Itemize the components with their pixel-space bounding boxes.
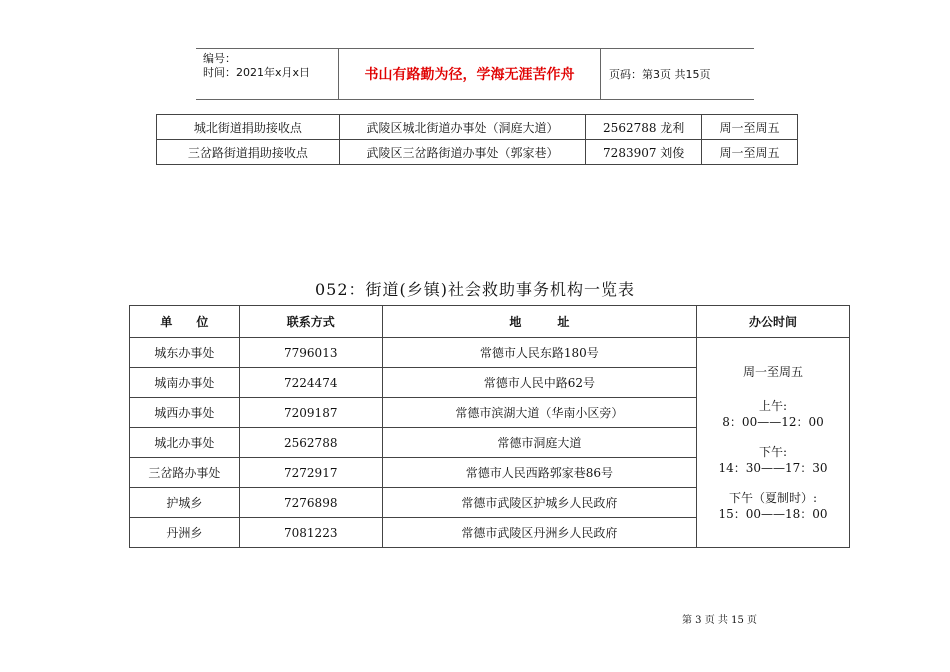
table-row <box>157 140 798 165</box>
address-cell: 常德市滨湖大道（华南小区旁） <box>382 398 696 428</box>
header-meta <box>196 49 339 99</box>
afternoon-hours: 14：30——17：30 <box>718 460 828 475</box>
unit-cell: 城东办事处 <box>130 338 240 368</box>
address-cell: 常德市武陵区丹洲乡人民政府 <box>382 518 696 548</box>
column-header: 单 位 <box>130 306 240 338</box>
phone-cell: 7272917 <box>239 458 382 488</box>
unit-cell: 城北办事处 <box>130 428 240 458</box>
table-cell: 周一至周五 <box>702 115 798 140</box>
table-cell: 城北街道捐助接收点 <box>157 115 340 140</box>
header-slogan: 书山有路勤为径，学海无涯苦作舟 <box>339 49 601 99</box>
page-header <box>196 48 754 100</box>
table-header-row <box>130 306 850 338</box>
table-cell: 武陵区三岔路街道办事处（郭家巷） <box>339 140 586 165</box>
table-cell: 7283907 刘俊 <box>586 140 702 165</box>
address-cell: 常德市武陵区护城乡人民政府 <box>382 488 696 518</box>
address-cell: 常德市人民东路180号 <box>382 338 696 368</box>
office-hours-cell <box>697 338 850 548</box>
address-cell: 常德市人民中路62号 <box>382 368 696 398</box>
unit-cell: 三岔路办事处 <box>130 458 240 488</box>
afternoon-label: 下午: <box>759 444 788 459</box>
table-cell: 武陵区城北街道办事处（洞庭大道） <box>339 115 586 140</box>
section-title: 052：街道(乡镇)社会救助事务机构一览表 <box>314 280 636 299</box>
column-header: 办公时间 <box>697 306 850 338</box>
address-cell: 常德市人民西路郭家巷86号 <box>382 458 696 488</box>
column-header: 联系方式 <box>239 306 382 338</box>
unit-cell: 丹洲乡 <box>130 518 240 548</box>
phone-cell: 7224474 <box>239 368 382 398</box>
document-number: 编号： <box>203 52 236 65</box>
phone-cell: 7081223 <box>239 518 382 548</box>
address-cell: 常德市洞庭大道 <box>382 428 696 458</box>
table-row <box>130 338 850 368</box>
donation-points-table <box>156 114 798 165</box>
relief-agencies-table <box>129 305 850 548</box>
unit-cell: 城西办事处 <box>130 398 240 428</box>
table-cell: 2562788 龙利 <box>586 115 702 140</box>
phone-cell: 7209187 <box>239 398 382 428</box>
phone-cell: 7796013 <box>239 338 382 368</box>
morning-label: 上午: <box>759 398 788 413</box>
table-cell: 三岔路街道捐助接收点 <box>157 140 340 165</box>
unit-cell: 护城乡 <box>130 488 240 518</box>
table-row <box>157 115 798 140</box>
summer-hours: 15：00——18：00 <box>718 506 828 521</box>
column-header: 地 址 <box>382 306 696 338</box>
phone-cell: 7276898 <box>239 488 382 518</box>
page-footer: 第 3 页 共 15 页 <box>682 615 757 626</box>
header-page-number: 页码：第3页 共15页 <box>609 68 711 81</box>
table-cell: 周一至周五 <box>702 140 798 165</box>
unit-cell: 城南办事处 <box>130 368 240 398</box>
phone-cell: 2562788 <box>239 428 382 458</box>
morning-hours: 8：00——12：00 <box>722 414 824 429</box>
office-days: 周一至周五 <box>743 364 804 379</box>
document-date: 时间：2021年x月x日 <box>203 66 311 79</box>
summer-label: 下午（夏制时）: <box>729 490 818 505</box>
